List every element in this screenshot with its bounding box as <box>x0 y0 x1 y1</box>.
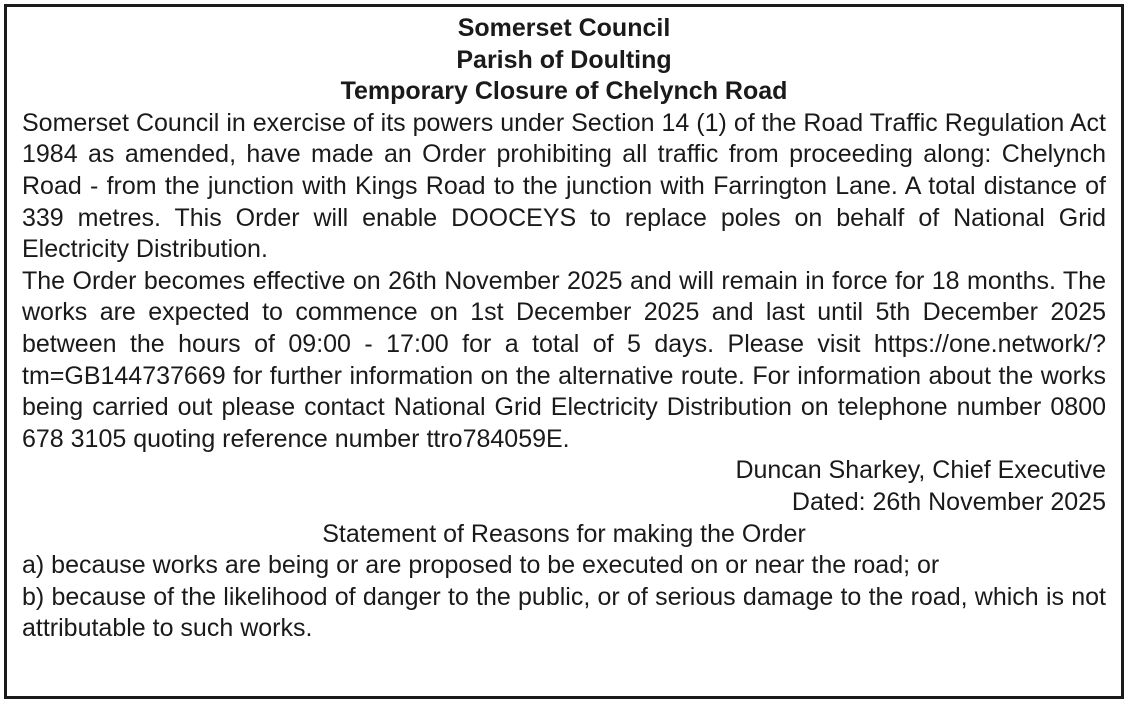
effective-paragraph: The Order becomes effective on 26th November 2025 and will remain in force for 18 months. The works are expected to commence on 1st December 2025 and last until 5th December 2025 between the hours of 09:00 - 17:00 for a total of 5 days. Please visit https://one.network/?tm=GB144737669 for further information on the alternative route. For information about the works being carried out please contact National Grid Electricity Distribution on telephone number 0800 678 3105 quoting reference number ttro784059E. <box>22 266 1106 453</box>
parish-heading: Parish of Doulting <box>456 45 672 74</box>
reason-item-a: a) because works are being or are proposed to be executed on or near the road; or <box>22 551 940 580</box>
council-heading: Somerset Council <box>457 14 671 42</box>
reason-item-b: b) because of the likelihood of danger to the public, or of serious damage to the road, which is not attributable to such works. <box>22 582 1106 643</box>
public-notice <box>4 4 1124 699</box>
signature-date: Dated: 26th November 2025 <box>791 487 1106 516</box>
reasons-heading: Statement of Reasons for making the Order <box>322 519 806 548</box>
order-paragraph: Somerset Council in exercise of its powers under Section 14 (1) of the Road Traffic Regulation Act 1984 as amended, have made an Order prohibiting all traffic from proceeding along: Chelynch Road - from the junction with Kings Road to the junction with Farrington Lane. A total distance of 339 metres. This Order will enable DOOCEYS to replace poles on behalf of National Grid Electricity Distribution. <box>22 108 1106 264</box>
signatory-name: Duncan Sharkey, Chief Executive <box>735 456 1106 485</box>
notice-title: Temporary Closure of Chelynch Road <box>340 77 788 106</box>
